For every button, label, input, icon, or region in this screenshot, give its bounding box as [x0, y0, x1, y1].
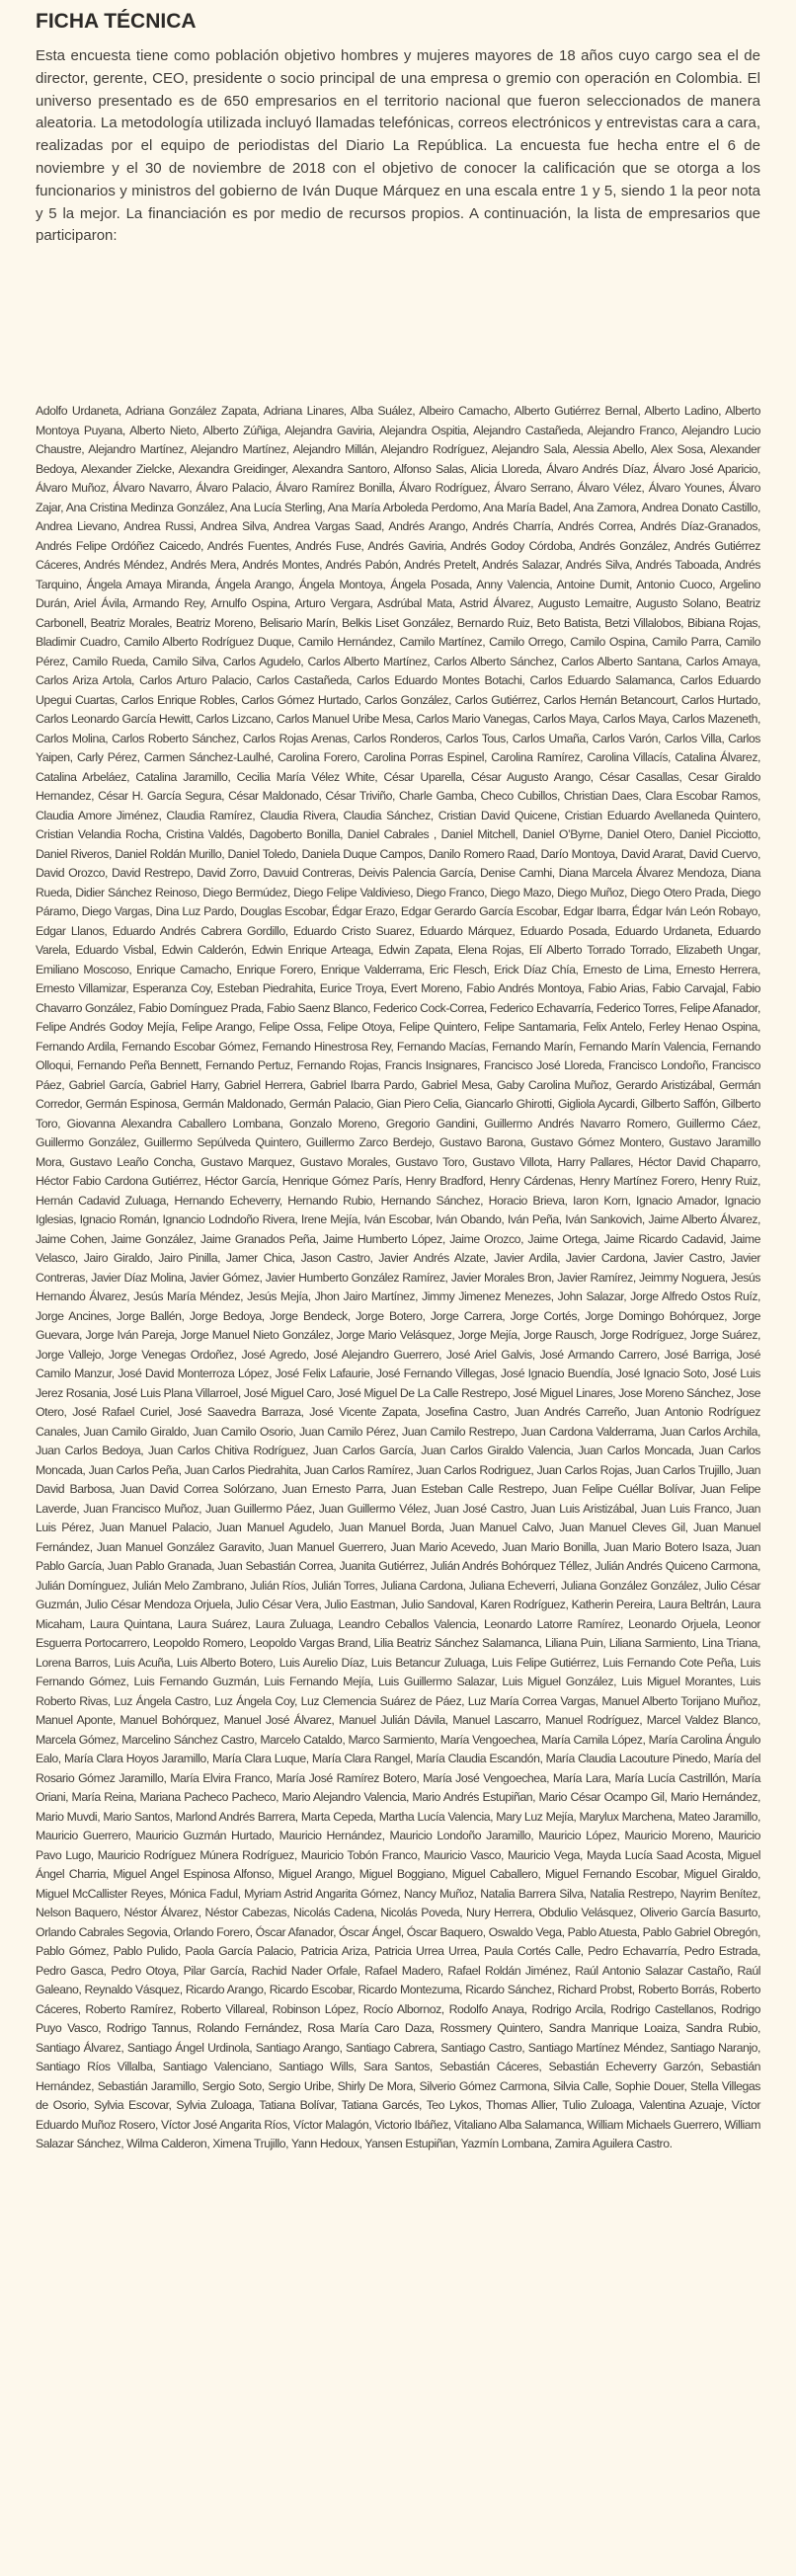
section-title: FICHA TÉCNICA: [36, 10, 197, 33]
intro-paragraph: Esta encuesta tiene como población objetivo hombres y mujeres mayores de 18 años cuyo cargo sea el de director, gerente, CEO, presidente o socio principal de una empresa o gremio con operación en Colombia. El universo presentado es de 650 empresarios en el territorio nacional que fueron seleccionados de manera aleatoria. La metodología utilizada incluyó llamadas telefónicas, correos electrónicos y entrevistas cara a cara, realizadas por el equipo de periodistas del Diario La República. La encuesta fue hecha entre el 6 de noviembre y el 30 de noviembre de 2018 con el objetivo de conocer la calificación que se otorga a los funcionarios y ministros del gobierno de Iván Duque Márquez en una escala entre 1 y 5, siendo 1 la peor nota y 5 la mejor. La financiación es por medio de recursos propios. A continuación, la lista de empresarios que participaron:: [36, 47, 760, 245]
participants-list: Adolfo Urdaneta, Adriana González Zapata, Adriana Linares, Alba Suález, Albeiro Camacho, Alberto Gutiérrez Bernal, Alberto Ladino, Alberto Montoya Puyana, Alberto Nieto, Alberto Zúñiga, Alejandra Gaviria, Alejandra Ospitia, Alejandro Castañeda, Alejandro Franco, Alejandro Lucio Chaustre, Alejandro Martínez, Alejandro Martínez, Alejandro Millán, Alejandro Rodríguez, Alejandro Sala, Alessia Abello, Alex Sosa, Alexander Bedoya, Alexander Zielcke, Alexandra Greidinger, Alexandra Santoro, Alfonso Salas, Alicia Lloreda, Álvaro Andrés Díaz, Álvaro José Aparicio, Álvaro Muñoz, Álvaro Navarro, Álvaro Palacio, Álvaro Ramírez Bonilla, Álvaro Rodríguez, Álvaro Serrano, Álvaro Vélez, Álvaro Younes, Álvaro Zajar, Ana Cristina Medinza González, Ana Lucía Sterling, Ana María Arboleda Perdomo, Ana María Badel, Ana Zamora, Andrea Donato Castillo, Andrea Lievano, Andrea Russi, Andrea Silva, Andrea Vargas Saad, Andrés Arango, Andrés Charría, Andrés Correa, Andrés Díaz-Granados, Andrés Felipe Ordóñez Caicedo, Andrés Fuentes, Andrés Fuse, Andrés Gaviria, Andrés Godoy Córdoba, Andrés González, Andrés Gutiérrez Cáceres, Andrés Méndez, Andrés Mera, Andrés Montes, Andrés Pabón, Andrés Pretelt, Andrés Salazar, Andrés Silva, Andrés Taboada, Andrés Tarquino, Ángela Amaya Miranda, Ángela Arango, Ángela Montoya, Ángela Posada, Anny Valencia, Antoine Dumit, Antonio Cuoco, Argelino Durán, Ariel Ávila, Armando Rey, Arnulfo Ospina, Arturo Vergara, Asdrúbal Mata, Astrid Álvarez, Augusto Lemaitre, Augusto Solano, Beatriz Carbonell, Beatriz Morales, Beatriz Moreno, Belisario Marín, Belkis Liset González, Bernardo Ruiz, Beto Batista, Betzi Villalobos, Bibiana Rojas, Bladimir Cuadro, Camilo Alberto Rodríguez Duque, Camilo Hernández, Camilo Martínez, Camilo Orrego, Camilo Ospina, Camilo Parra, Camilo Pérez, Camilo Rueda, Camilo Silva, Carlos Agudelo, Carlos Alberto Martínez, Carlos Alberto Sánchez, Carlos Alberto Santana, Carlos Amaya, Carlos Ariza Artola, Carlos Arturo Palacio, Carlos Castañeda, Carlos Eduardo Montes Botachi, Carlos Eduardo Salamanca, Carlos Eduardo Upegui Cuartas, Carlos Enrique Robles, Carlos Gómez Hurtado, Carlos González, Carlos Gutiérrez, Carlos Hernán Betancourt, Carlos Hurtado, Carlos Leonardo García Hewitt, Carlos Lizcano, Carlos Manuel Uribe Mesa, Carlos Mario Vanegas, Carlos Maya, Carlos Maya, Carlos Mazeneth, Carlos Molina, Carlos Roberto Sánchez, Carlos Rojas Arenas, Carlos Ronderos, Carlos Tous, Carlos Umaña, Carlos Varón, Carlos Villa, Carlos Yaipen, Carly Pérez, Carmen Sánchez-Laulhé, Carolina Forero, Carolina Porras Espinel, Carolina Ramírez, Carolina Villacís, Catalina Álvarez, Catalina Arbeláez, Catalina Jaramillo, Cecilia María Vélez White, César Uparella, César Augusto Arango, César Casallas, Cesar Giraldo Hernandez, César H. García Segura, César Maldonado, César Triviño, Charle Gamba, Checo Cubillos, Christian Daes, Clara Escobar Ramos, Claudia Amore Jiménez, Claudia Ramírez, Claudia Rivera, Claudia Sánchez, Cristian David Quicene, Cristian Eduardo Avellaneda Quintero, Cristian Velandia Rocha, Cristina Valdés, Dagoberto Bonilla, Daniel Cabrales , Daniel Mitchell, Daniel O’Byrne, Daniel Otero, Daniel Picciotto, Daniel Riveros, Daniel Roldán Murillo, Daniel Toledo, Daniela Duque Campos, Danilo Romero Raad, Darío Montoya, David Ararat, David Cuervo, David Orozco, David Restrepo, David Zorro, Davuid Contreras, Deivis Palencia García, Denise Camhi, Diana Marcela Álvarez Mendoza, Diana Rueda, Didier Sánchez Reinoso, Diego Bermúdez, Diego Felipe Valdivieso, Diego Franco, Diego Mazo, Diego Muñoz, Diego Otero Prada, Diego Páramo, Diego Vargas, Dina Luz Pardo, Douglas Escobar, Édgar Erazo, Edgar Gerardo García Escobar, Edgar Ibarra, Édgar Iván León Robayo, Edgar Llanos, Eduardo Andrés Cabrera Gordillo, Eduardo Cristo Suarez, Eduardo Márquez, Eduardo Posada, Eduardo Urdaneta, Eduardo Varela, Eduardo Visbal, Edwin Calderón, Edwin Enrique Arteaga, Edwin Zapata, Elena Rojas, Elí Alberto Torrado Torrado, Elizabeth Ungar, Emiliano Moscoso, Enrique Camacho, Enrique Forero, Enrique Valderrama, Eric Flesch, Erick Díaz Chía, Ernesto de Lima, Ernesto Herrera, Ernesto Villamizar, Esperanza Coy, Esteban Piedrahita, Eurice Troya, Evert Moreno, Fabio Andrés Montoya, Fabio Arias, Fabio Carvajal, Fabio Chavarro González, Fabio Domínguez Prada, Fabio Saenz Blanco, Federico Cock-Correa, Federico Echavarría, Federico Torres, Felipe Afanador, Felipe Andrés Godoy Mejía, Felipe Arango, Felipe Ossa, Felipe Otoya, Felipe Quintero, Felipe Santamaria, Felix Antelo, Ferley Henao Ospina, Fernando Ardila, Fernando Escobar Gómez, Fernando Hinestrosa Rey, Fernando Macías, Fernando Marín, Fernando Marín Valencia, Fernando Olloqui, Fernando Peña Bennett, Fernando Pertuz, Fernando Rojas, Francis Insignares, Francisco José Lloreda, Francisco Londoño, Francisco Páez, Gabriel García, Gabriel Harry, Gabriel Herrera, Gabriel Ibarra Pardo, Gabriel Mesa, Gaby Carolina Muñoz, Gerardo Aristizábal, Germán Corredor, Germán Espinosa, Germán Maldonado, Germán Palacio, Gian Piero Celia, Giancarlo Ghirotti, Gigliola Aycardi, Gilberto Saffón, Gilberto Toro, Giovanna Alexandra Caballero Lombana, Gonzalo Moreno, Gregorio Gandini, Guillermo Andrés Navarro Romero, Guillermo Cáez, Guillermo González, Guillermo Sepúlveda Quintero, Guillermo Zarco Berdejo, Gustavo Barona, Gustavo Gómez Montero, Gustavo Jaramillo Mora, Gustavo Leaño Concha, Gustavo Marquez, Gustavo Morales, Gustavo Toro, Gustavo Villota, Harry Pallares, Héctor David Chaparro, Héctor Fabio Cardona Gutiérrez, Héctor García, Henrique Gómez París, Henry Bradford, Henry Cárdenas, Henry Martínez Forero, Henry Ruiz, Hernán Cadavid Zuluaga, Hernando Echeverry, Hernando Rubio, Hernando Sánchez, Horacio Brieva, Iaron Korn, Ignacio Amador, Ignacio Iglesias, Ignacio Román, Ignancio Lodndoño Rivera, Irene Mejía, Iván Escobar, Iván Obando, Iván Peña, Iván Sankovich, Jaime Alberto Álvarez, Jaime Cohen, Jaime González, Jaime Granados Peña, Jaime Humberto López, Jaime Orozco, Jaime Ortega, Jaime Ricardo Cadavid, Jaime Velasco, Jairo Giraldo, Jairo Pinilla, Jamer Chica, Jason Castro, Javier Andrés Alzate, Javier Ardila, Javier Cardona, Javier Castro, Javier Contreras, Javier Díaz Molina, Javier Gómez, Javier Humberto González Ramírez, Javier Morales Bron, Javier Ramírez, Jeimmy Noguera, Jesús Hernando Álvarez, Jesús María Méndez, Jesús Mejía, Jhon Jairo Martínez, Jimmy Jimenez Menezes, John Salazar, Jorge Alfredo Ostos Ruíz, Jorge Ancines, Jorge Ballén, Jorge Bedoya, Jorge Bendeck, Jorge Botero, Jorge Carrera, Jorge Cortés, Jorge Domingo Bohórquez, Jorge Guevara, Jorge Iván Pareja, Jorge Manuel Nieto González, Jorge Mario Velásquez, Jorge Mejía, Jorge Rausch, Jorge Rodríguez, Jorge Suárez, Jorge Vallejo, Jorge Venegas Ordoñez, José Agredo, José Alejandro Guerrero, José Ariel Galvis, José Armando Carrero, José Barriga, José Camilo Manzur, José David Monterroza López, José Felix Lafaurie, José Fernando Villegas, José Ignacio Buendía, José Ignacio Soto, José Luis Jerez Rosania, José Luis Plana Villarroel, José Miguel Caro, José Miguel De La Calle Restrepo, José Miguel Linares, Jose Moreno Sánchez, Jose Otero, José Rafael Curiel, José Saavedra Barraza, José Vicente Zapata, Josefina Castro, Juan Andrés Carreño, Juan Antonio Rodríguez Canales, Juan Camilo Giraldo, Juan Camilo Osorio, Juan Camilo Pérez, Juan Camilo Restrepo, Juan Cardona Valderrama, Juan Carlos Archila, Juan Carlos Bedoya, Juan Carlos Chitiva Rodríguez, Juan Carlos García, Juan Carlos Giraldo Valencia, Juan Carlos Moncada, Juan Carlos Moncada, Juan Carlos Peña, Juan Carlos Piedrahita, Juan Carlos Ramírez, Juan Carlos Rodriguez, Juan Carlos Rojas, Juan Carlos Trujillo, Juan David Barbosa, Juan David Correa Solórzano, Juan Ernesto Parra, Juan Esteban Calle Restrepo, Juan Felipe Cuéllar Bolívar, Juan Felipe Laverde, Juan Francisco Muñoz, Juan Guillermo Páez, Juan Guillermo Vélez, Juan José Castro, Juan Luis Aristizábal, Juan Luis Franco, Juan Luis Pérez, Juan Manuel Palacio, Juan Manuel Agudelo, Juan Manuel Borda, Juan Manuel Calvo, Juan Manuel Cleves Gil, Juan Manuel Fernández, Juan Manuel González Garavito, Juan Manuel Guerrero, Juan Mario Acevedo, Juan Mario Bonilla, Juan Mario Botero Isaza, Juan Pablo García, Juan Pablo Granada, Juan Sebastián Correa, Juanita Gutiérrez, Julián Andrés Bohórquez Téllez, Julián Andrés Quiceno Carmona, Julián Domínguez, Julián Melo Zambrano, Julián Ríos, Julián Torres, Juliana Cardona, Juliana Echeverri, Juliana González González, Julio César Guzmán, Julio César Mendoza Orjuela, Julio César Vera, Julio Eastman, Julio Sandoval, Karen Rodríguez, Katherin Pereira, Laura Beltrán, Laura Micaham, Laura Quintana, Laura Suárez, Laura Zuluaga, Leandro Ceballos Valencia, Leonardo Latorre Ramírez, Leonardo Orjuela, Leonor Esguerra Portocarrero, Leopoldo Romero, Leopoldo Vargas Brand, Lilia Beatriz Sánchez Salamanca, Liliana Puin, Liliana Sarmiento, Lina Triana, Lorena Barros, Luis Acuña, Luis Alberto Botero, Luis Aurelio Díaz, Luis Betancur Zuluaga, Luis Felipe Gutiérrez, Luis Fernando Cote Peña, Luis Fernando Gómez, Luis Fernando Guzmán, Luis Fernando Mejía, Luis Guillermo Salazar, Luis Miguel González, Luis Miguel Morantes, Luis Roberto Rivas, Luz Ángela Castro, Luz Ángela Coy, Luz Clemencia Suárez de Páez, Luz María Correa Vargas, Manuel Alberto Torijano Muñoz, Manuel Aponte, Manuel Bohórquez, Manuel José Álvarez, Manuel Julián Dávila, Manuel Lascarro, Manuel Rodríguez, Marcel Valdez Blanco, Marcela Gómez, Marcelino Sánchez Castro, Marcelo Cataldo, Marco Sarmiento, María Vengoechea, María Camila López, María Carolina Ángulo Ealo, María Clara Hoyos Jaramillo, María Clara Luque, María Clara Rangel, María Claudia Escandón, María Claudia Lacouture Pinedo, María del Rosario Gómez Jaramillo, María Elvira Franco, María José Ramírez Botero, María José Vengoechea, María Lara, María Lucía Castrillón, María Oriani, María Reina, Mariana Pacheco Pacheco, Mario Alejandro Valencia, Mario Andrés Estupiñan, Mario César Ocampo Gil, Mario Hernández, Mario Muvdi, Mario Santos, Marlond Andrés Barrera, Marta Cepeda, Martha Lucía Valencia, Mary Luz Mejía, Marylux Marchena, Mateo Jaramillo, Mauricio Guerrero, Mauricio Guzmán Hurtado, Mauricio Hernández, Mauricio Londoño Jaramillo, Mauricio López, Mauricio Moreno, Mauricio Pavo Lugo, Mauricio Rodríguez Múnera Rodríguez, Mauricio Tobón Franco, Mauricio Vasco, Mauricio Vega, Mayda Lucía Saad Acosta, Miguel Ángel Charria, Miguel Angel Espinosa Alfonso, Miguel Arango, Miguel Boggiano, Miguel Caballero, Miguel Fernando Escobar, Miguel Giraldo, Miguel McCallister Reyes, Mónica Fadul, Myriam Astrid Angarita Gómez, Nancy Muñoz, Natalia Barrera Silva, Natalia Restrepo, Nayrim Benítez, Nelson Baquero, Néstor Álvarez, Néstor Cabezas, Nicolás Cadena, Nicolás Poveda, Nury Herrera, Obdulio Velásquez, Oliverio García Basurto, Orlando Cabrales Segovia, Orlando Forero, Óscar Afanador, Óscar Ángel, Óscar Baquero, Oswaldo Vega, Pablo Atuesta, Pablo Gabriel Obregón, Pablo Gómez, Pablo Pulido, Paola García Palacio, Patricia Ariza, Patricia Urrea Urrea, Paula Cortés Calle, Pedro Echavarría, Pedro Estrada, Pedro Gasca, Pedro Otoya, Pilar García, Rachid Nader Orfale, Rafael Madero, Rafael Roldán Jiménez, Raúl Antonio Salazar Castaño, Raúl Galeano, Reynaldo Vásquez, Ricardo Arango, Ricardo Escobar, Ricardo Montezuma, Ricardo Sánchez, Richard Probst, Roberto Borrás, Roberto Cáceres, Roberto Ramírez, Roberto Villareal, Robinson López, Rocío Albornoz, Rodolfo Anaya, Rodrigo Arcila, Rodrigo Castellanos, Rodrigo Puyo Vasco, Rodrigo Tannus, Rolando Fernández, Rosa María Caro Daza, Rossmery Quintero, Sandra Manrique Loaiza, Sandra Rubio, Santiago Álvarez, Santiago Ángel Urdinola, Santiago Arango, Santiago Cabrera, Santiago Castro, Santiago Martínez Méndez, Santiago Naranjo, Santiago Ríos Villalba, Santiago Valenciano, Santiago Wills, Sara Santos, Sebastián Cáceres, Sebastián Echeverry Garzón, Sebastián Hernández, Sebastián Jaramillo, Sergio Soto, Sergio Uribe, Shirly De Mora, Silverio Gómez Carmona, Silvia Calle, Sophie Douer, Stella Villegas de Osorio, Sylvia Escovar, Sylvia Zuloaga, Tatiana Bolívar, Tatiana Garcés, Teo Lykos, Thomas Allier, Tulio Zuloaga, Valentina Azuaje, Víctor Eduardo Muñoz Rosero, Víctor José Angarita Ríos, Víctor Malagón, Victorio Ibáñez, Vitaliano Alba Salamanca, William Michaels Guerrero, William Salazar Sánchez, Wilma Calderon, Ximena Trujillo, Yann Hedoux, Yansen Estupiñan, Yazmín Lombana, Zamira Aguilera Castro.: [36, 404, 760, 2150]
